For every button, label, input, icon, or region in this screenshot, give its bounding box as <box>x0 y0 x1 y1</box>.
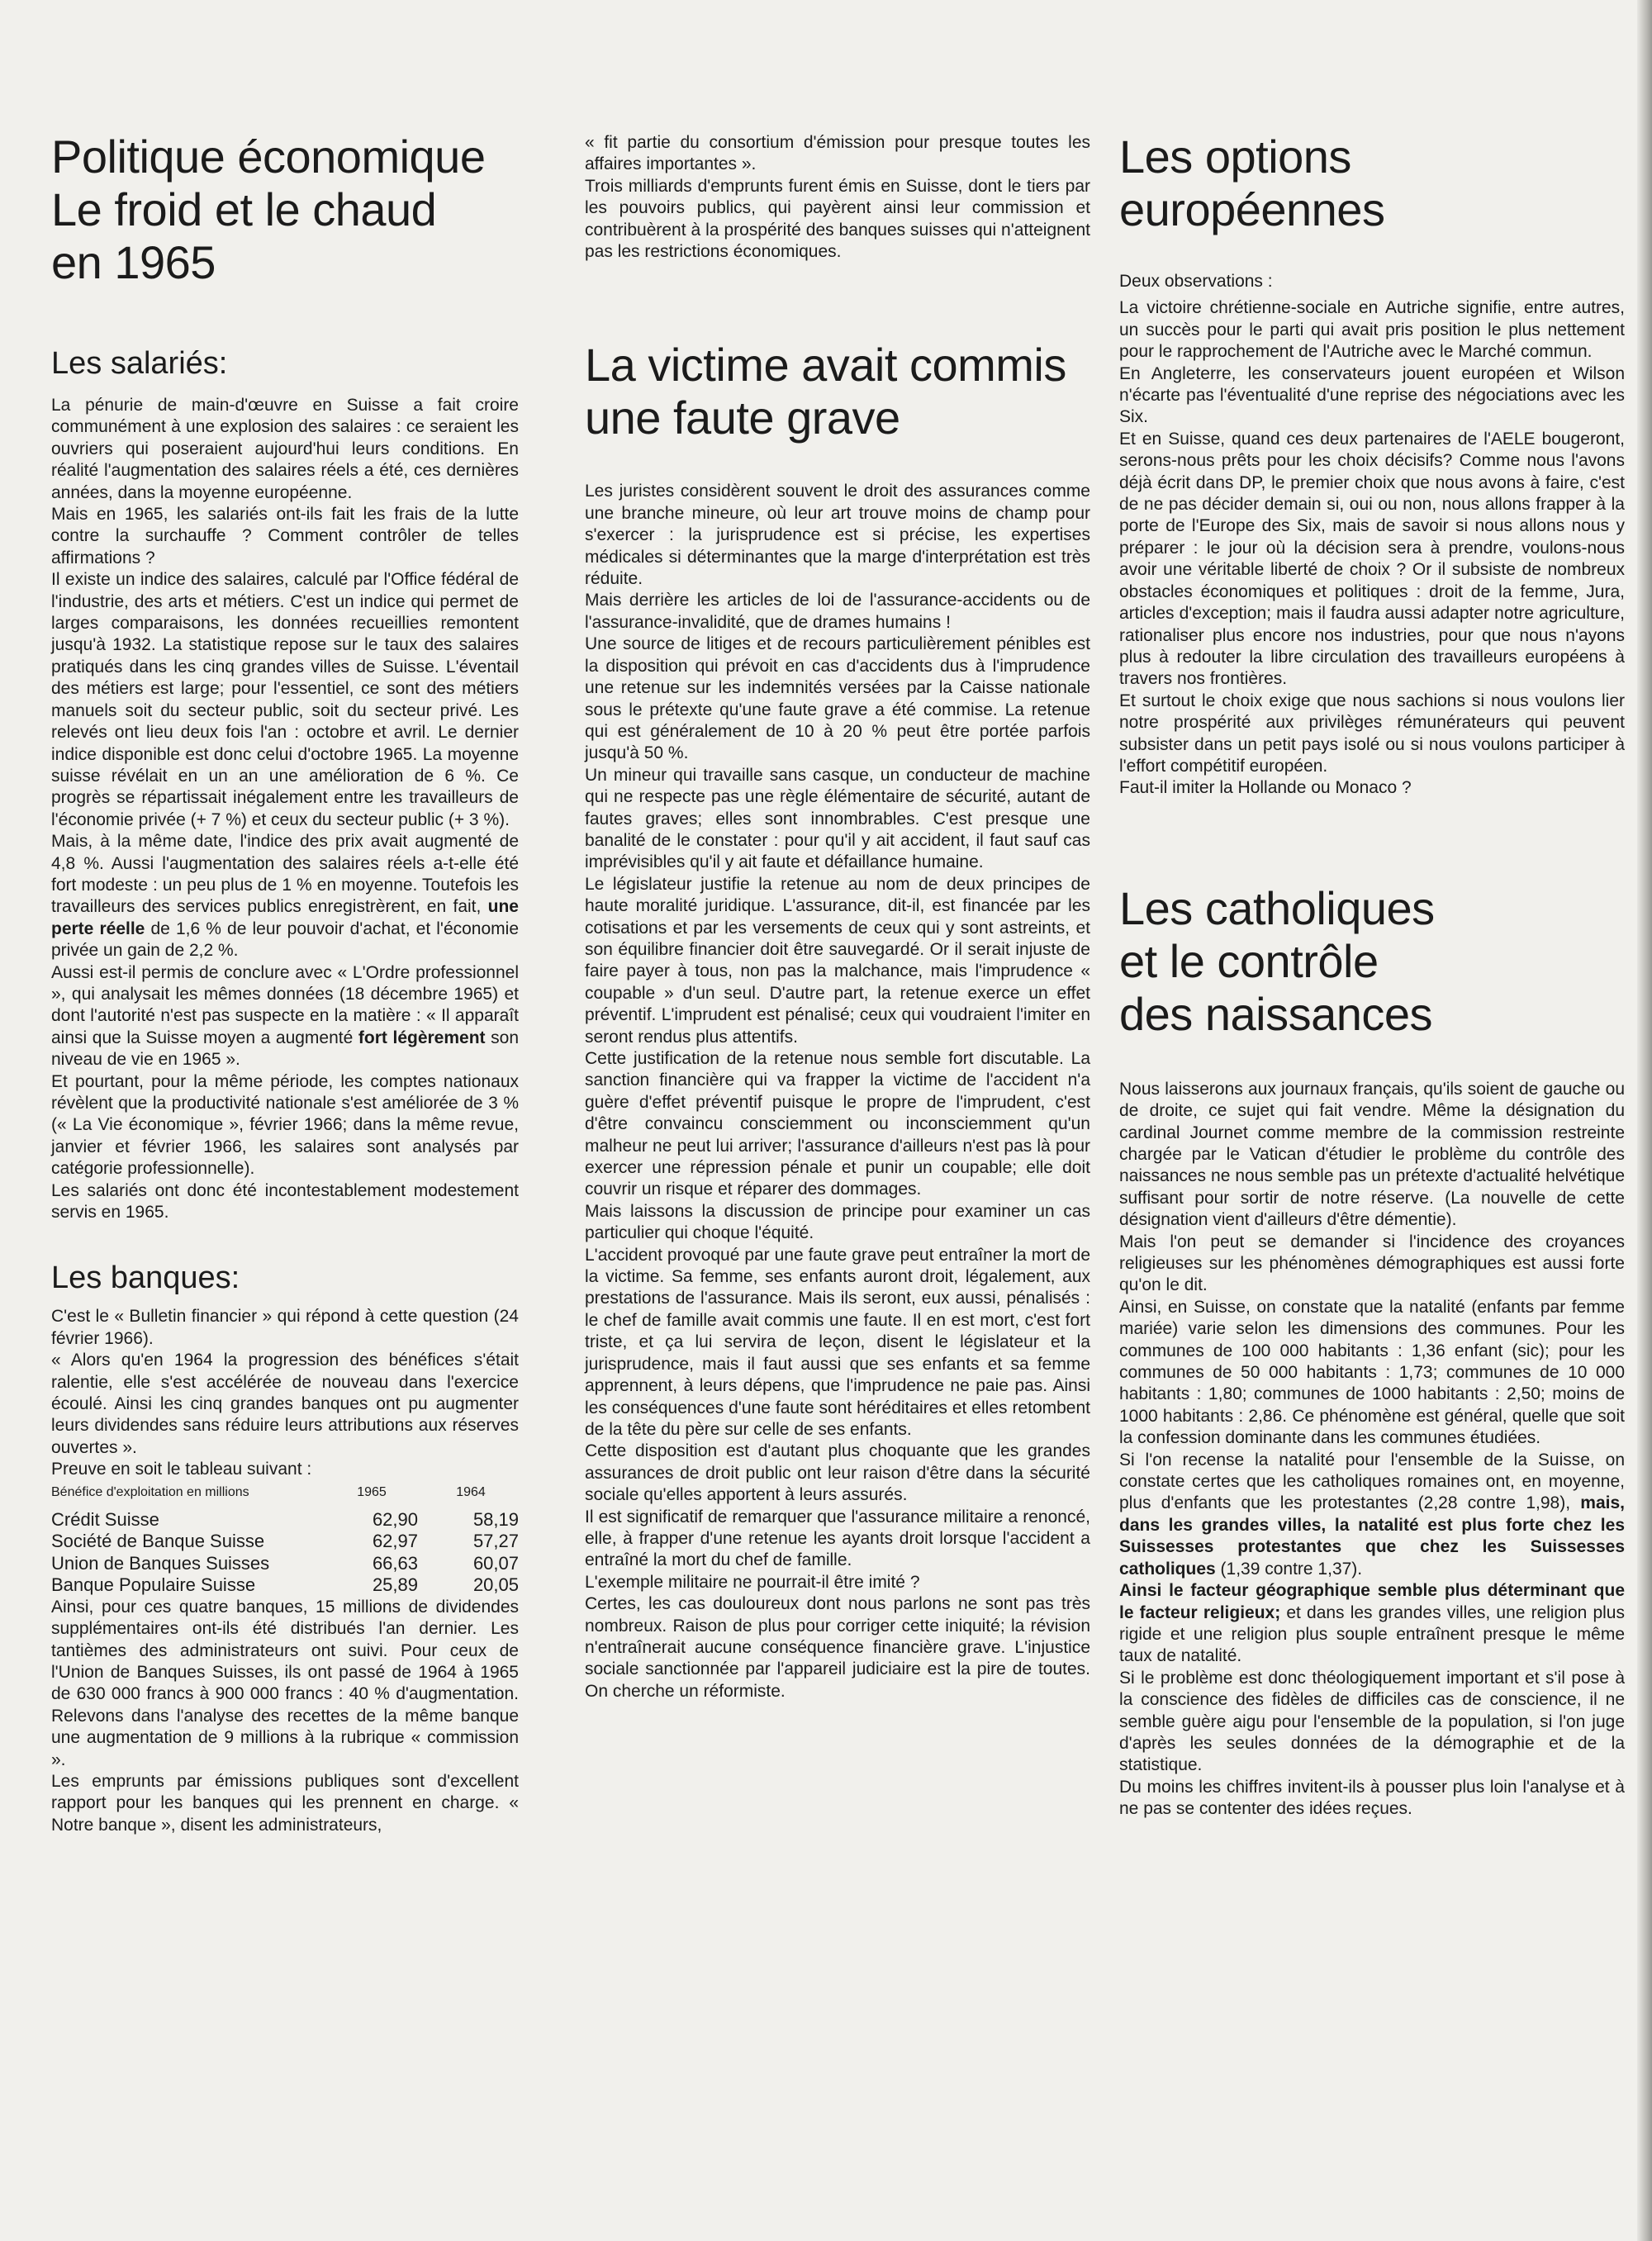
paragraph: Mais derrière les articles de loi de l'assurance-accidents ou de l'assurance-invalidité, que de drames humains ! <box>585 591 1090 632</box>
title-line: européennes <box>1119 183 1385 235</box>
paragraph: Ainsi, pour ces quatre banques, 15 millions de dividendes supplémentaires ont-ils été distribués l'an dernier. Les tantièmes des administrateurs ont suivi. Pour ceux de l'Union de Banques Suisses, ils ont passé de 1964 à 1965 de 630 000 francs à 900 000 francs : 40 % d'augmentation. Relevons dans l'analyse des recettes de la même banque une augmentation de 9 millions à la rubrique « commission ». <box>51 1597 519 1769</box>
emphasis: fort légèrement <box>358 1028 486 1047</box>
text: de 1,6 % de leur pouvoir d'achat, et l'économie privée un gain de 2,2 %. <box>51 919 519 961</box>
paragraph: Trois milliards d'emprunts furent émis en Suisse, dont le tiers par les pouvoirs publics, qui payèrent ainsi leur commission et contribuèrent à la prospérité des banques suisses qui n'atteignent pas les restrictions économiques. <box>585 176 1090 262</box>
paragraph <box>51 962 519 1071</box>
paragraph: Ainsi, en Suisse, on constate que la natalité (enfants par femme mariée) varie selon les dimensions des communes. Pour les communes de 100 000 habitants : 1,36 enfant (sic); pour les communes de 50 000 habitants : 1,73; communes de 10 000 habitants : 1,80; communes de 1000 habitants : 2,50; moins de 1000 habitants : 2,86. Ce phénomène est général, quelle que soit la confession dominante dans les communes étudiées. <box>1119 1297 1625 1448</box>
bank-table <box>51 1484 519 1597</box>
article-title-catholiques <box>1119 882 1625 1041</box>
paragraph: Et pourtant, pour la même période, les comptes nationaux révèlent que la productivité nationale s'est améliorée de 3 % (« La Vie économique », février 1966; dans la même revue, janvier et février 1966, les salaires sont analysés par catégorie professionnelle). <box>51 1071 519 1179</box>
paragraph: Une source de litiges et de recours particulièrement pénibles est la disposition qui prévoit en cas d'accidents dus à l'imprudence une retenue sur les indemnités versées par la Caisse nationale sous le prétexte qu'une faute grave a été commise. La retenue qui est généralement de 10 à 20 % peut être portée parfois jusqu'à 50 %. <box>585 634 1090 763</box>
paragraph: Mais l'on peut se demander si l'incidence des croyances religieuses sur les phénomènes démographiques est aussi forte qu'on le dit. <box>1119 1232 1625 1295</box>
title-line: Les catholiques <box>1119 881 1435 934</box>
table-cell: 25,89 <box>372 1574 418 1596</box>
table-cell: 62,90 <box>372 1508 418 1530</box>
table-cell: Union de Banques Suisses <box>51 1552 270 1574</box>
paragraph: Mais laissons la discussion de principe pour examiner un cas particulier qui choque l'équité. <box>585 1201 1090 1243</box>
paragraph: La victoire chrétienne-sociale en Autriche signifie, entre autres, un succès pour le parti qui avait pris position le plus nettement pour le rapprochement de l'Autriche avec le Marché commun. <box>1119 298 1625 362</box>
table-row <box>51 1553 519 1575</box>
emphasis: une perte réelle <box>51 897 519 938</box>
emphasis: mais, dans les grandes villes, la natalité est plus forte chez les Suissesses protestantes que chez les Suissesses catholiques <box>1119 1493 1625 1579</box>
title-line: La victime avait commis <box>585 339 1066 392</box>
title-line: une faute grave <box>585 392 900 444</box>
article-title-victime <box>585 339 1090 444</box>
paragraph: Et en Suisse, quand ces deux partenaires de l'AELE bougeront, serons-nous prêts pour les choix décisifs? Comme nous l'avons déjà écrit dans DP, le premier choix que nous avons à faire, c'est de ne pas décider demain si, oui ou non, nous allons frapper à la porte de l'Europe des Six, mais de savoir si nous allons nous y préparer : le jour où la décision sera à prendre, voulons-nous avoir une véritable liberté de choix ? Or il subsiste de nombreux obstacles économiques et politiques : droit de la femme, Jura, articles d'exception; mais il faudra aussi adapter notre agriculture, rationaliser plus encore nos industries, pour que nous n'ayons plus à redouter la libre circulation des travailleurs européens à travers nos frontières. <box>1119 429 1625 689</box>
column-left <box>51 0 519 1836</box>
table-row <box>51 1509 519 1531</box>
paragraph: « Alors qu'en 1964 la progression des bénéfices s'était ralentie, elle s'est accélérée de nouveau dans l'exercice écoulé. Ainsi les cinq grandes banques ont pu augmenter leurs dividendes sans réduire leurs attributions aux réserves ouvertes ». <box>51 1351 519 1457</box>
emphasis: Ainsi le facteur géographique semble plus déterminant que le facteur religieux; <box>1119 1581 1625 1622</box>
paragraph: Un mineur qui travaille sans casque, un conducteur de machine qui ne respecte pas une règle élémentaire de sécurité, autant de fautes graves; elles sont innombrables. C'est presque une banalité de le constater : pour qu'il y ait accident, il faut sauf cas imprévisibles qu'il y ait faute et défaillance humaine. <box>585 765 1090 872</box>
column-middle <box>585 0 1090 1702</box>
title-line: et le contrôle <box>1119 934 1379 987</box>
paragraph: Du moins les chiffres invitent-ils à pousser plus loin l'analyse et à ne pas se contenter des idées reçues. <box>1119 1777 1625 1819</box>
paragraph: Cette justification de la retenue nous semble fort discutable. La sanction financière qui va frapper la victime de l'accident n'a guère d'effet préventif puisque le propre de l'imprudent, c'est d'être convaincu consciemment ou inconsciemment qu'un malheur ne peut lui arriver; l'assurance d'ailleurs n'est pas là pour exercer une répression pénale et punir un coupable; elle doit couvrir un risque et réparer des dommages. <box>585 1049 1090 1199</box>
text: Mais, à la même date, l'indice des prix avait augmenté de 4,8 %. Aussi l'augmentation des salaires réels a-t-elle été fort modeste : un peu plus de 1 % en moyenne. Toutefois les travailleurs des services publics enregistrèrent, en fait, <box>51 832 519 917</box>
text: et dans les grandes villes, une religion plus rigide et une religion plus souple entraînent presque le même taux de natalité. <box>1119 1602 1625 1666</box>
paragraph: Il est significatif de remarquer que l'assurance militaire a renoncé, elle, à frapper d'une retenue les ayants droit lorsque l'accident a entraîné la mort du chef de famille. <box>585 1507 1090 1570</box>
table-cell: Banque Populaire Suisse <box>51 1574 256 1596</box>
paragraph <box>51 831 519 961</box>
title-line: en 1965 <box>51 236 216 288</box>
paragraph: L'exemple militaire ne pourrait-il être imité ? <box>585 1572 920 1592</box>
paragraph: L'accident provoqué par une faute grave peut entraîner la mort de la victime. Sa femme, ses enfants auront droit, légalement, aux prestations de l'assurance. Mais ils seront, eux aussi, pénalisés : le chef de famille avait commis une faute. Il en est mort, c'est fort triste, et ça lui servira de leçon, disent le législateur et la jurisprudence, mais il faut aussi que ses enfants et sa femme apprennent, à leurs dépens, que l'imprudence ne paie pas. Ainsi les conséquences d'une faute sont héréditaires et elles retombent de la tête du père sur celle de ses enfants. <box>585 1245 1090 1439</box>
text: Si l'on recense la natalité pour l'ensemble de la Suisse, on constate certes que les catholiques romaines ont, en moyenne, plus d'enfants que les protestantes (2,28 contre 1,98), <box>1119 1450 1625 1513</box>
paragraph: Cette disposition est d'autant plus choquante que les grandes assurances de droit public ont leur raison d'être dans la sécurité sociale qu'elles apportent à leurs assurés. <box>585 1441 1090 1505</box>
text: son niveau de vie en 1965 ». <box>51 1028 520 1070</box>
paragraph <box>1119 1450 1625 1580</box>
paragraph: Si le problème est donc théologiquement important et s'il pose à la conscience des fidèles de difficiles cas de conscience, il ne semble guère aigu pour l'ensemble de la population, si l'on juge d'après les seules données de la démographie et de la statistique. <box>1119 1668 1625 1775</box>
paragraph: Les salariés ont donc été incontestablement modestement servis en 1965. <box>51 1180 519 1223</box>
table-header-1965: 1965 <box>357 1484 387 1499</box>
table-cell: 57,27 <box>472 1531 519 1552</box>
table-header-1964: 1964 <box>456 1484 486 1499</box>
table-header-label: Bénéfice d'exploitation en millions <box>51 1484 249 1499</box>
paragraph: En Angleterre, les conservateurs jouent européen et Wilson n'écarte pas l'éventualité d'une reprise des négociations avec les Six. <box>1119 363 1625 427</box>
text: Aussi est-il permis de conclure avec « L'Ordre professionnel », qui analysait les mêmes données (18 décembre 1965) et dont l'autorité n'est pas suspecte en la matière : « Il apparaît ainsi que la Suisse moyen a augmenté <box>51 962 519 1047</box>
table-header <box>51 1484 519 1501</box>
paragraph: Il existe un indice des salaires, calculé par l'Office fédéral de l'industrie, des arts et métiers. C'est un indice qui permet de larges comparaisons, les données recueillies remontent jusqu'à 1932. La statistique repose sur le taux des salaires pratiqués dans les cinq grandes villes de Suisse. L'éventail des métiers est large; pour l'essentiel, ce sont des métiers manuels soit du secteur public, soit du secteur privé. Les relevés ont lieu deux fois l'an : octobre et avril. Le dernier indice disponible est donc celui d'octobre 1965. La moyenne suisse révélait en un an une amélioration de 6 %. Ce progrès se répartissait inégalement entre les travailleurs de l'économie privée (+ 7 %) et ceux du secteur public (+ 3 %). <box>51 570 519 829</box>
table-row <box>51 1531 519 1553</box>
table-cell: 66,63 <box>372 1552 418 1574</box>
paragraph: Deux observations : <box>1119 272 1273 291</box>
article-title-options <box>1119 131 1625 236</box>
title-line: Le froid et le chaud <box>51 183 437 235</box>
paragraph: Les emprunts par émissions publiques sont d'excellent rapport pour les banques qui les prennent en charge. « Notre banque », disent les administrateurs, <box>51 1771 519 1835</box>
section-heading-banques: Les banques: <box>51 1261 240 1296</box>
paragraph: La pénurie de main-d'œuvre en Suisse a fait croire communément à une explosion des salaires : ce seraient les ouvriers qui poseraient aujourd'hui leurs conditions. En réalité l'augmentation des salaires réels a été, ces dernières années, dans la moyenne européenne. <box>51 396 519 502</box>
column-right <box>1119 0 1625 1821</box>
section-heading-salaries: Les salariés: <box>51 346 228 381</box>
table-cell: 60,07 <box>472 1552 519 1574</box>
paragraph: Preuve en soit le tableau suivant : <box>51 1460 312 1479</box>
page-edge-shadow <box>1637 0 1652 2241</box>
paragraph: Les juristes considèrent souvent le droit des assurances comme une branche mineure, où leur art trouve moins de champ pour s'exercer : la jurisprudence est si précise, les expertises médicales si déterminantes que la marge d'interprétation est très réduite. <box>585 482 1090 589</box>
table-row <box>51 1574 519 1597</box>
table-cell: 58,19 <box>472 1508 519 1530</box>
article-title-politique <box>51 131 519 289</box>
paragraph: Faut-il imiter la Hollande ou Monaco ? <box>1119 778 1412 798</box>
paragraph: « fit partie du consortium d'émission pour presque toutes les affaires importantes ». <box>585 133 1090 174</box>
table-cell: Crédit Suisse <box>51 1508 159 1530</box>
text: (1,39 contre 1,37). <box>1215 1559 1363 1579</box>
paragraph: C'est le « Bulletin financier » qui répond à cette question (24 février 1966). <box>51 1307 519 1348</box>
table-cell: Société de Banque Suisse <box>51 1531 265 1552</box>
paragraph <box>1119 1580 1625 1668</box>
paragraph: Certes, les cas douloureux dont nous parlons ne sont pas très nombreux. Raison de plus pour corriger cette iniquité; la révision n'entraînerait aucune conséquence financière grave. L'injustice sociale sanctionnée par l'appareil judiciaire est la pire de toutes. On cherche un réformiste. <box>585 1594 1090 1701</box>
paragraph: Nous laisserons aux journaux français, qu'ils soient de gauche ou de droite, ce sujet qui fait vendre. Même la désignation du cardinal Journet comme membre de la commission restreinte chargée par le Vatican d'étudier le problème du contrôle des naissances ne nous semble pas un prétexte d'actualité helvétique suffisant pour sortir de notre réserve. (La nouvelle de cette désignation vient d'ailleurs d'être démentie). <box>1119 1079 1625 1230</box>
paragraph: Et surtout le choix exige que nous sachions si nous voulons lier notre prospérité aux privilèges rémunérateurs qui peuvent subsister dans un petit pays isolé ou si nous voulons participer à l'effort compétitif européen. <box>1119 691 1625 776</box>
title-line: des naissances <box>1119 987 1433 1040</box>
paragraph: Le législateur justifie la retenue au nom de deux principes de haute moralité juridique. L'assurance, dit-il, est financée par les cotisations et par les versements de ceux qui y sont astreints, et son équilibre financier doit être sauvegardé. Or il serait injuste de faire payer à tous, non pas la malchance, mais l'imprudence « coupable » d'un seul. D'autre part, la retenue exerce un effet préventif. L'imprudent est pénalisé; ceux qui voudraient l'imiter en seront rendus plus attentifs. <box>585 874 1090 1047</box>
paragraph: Mais en 1965, les salariés ont-ils fait les frais de la lutte contre la surchauffe ? Comment contrôler de telles affirmations ? <box>51 505 519 567</box>
title-line: Politique économique <box>51 131 486 183</box>
table-cell: 20,05 <box>472 1574 519 1596</box>
table-cell: 62,97 <box>372 1531 418 1552</box>
title-line: Les options <box>1119 131 1351 183</box>
